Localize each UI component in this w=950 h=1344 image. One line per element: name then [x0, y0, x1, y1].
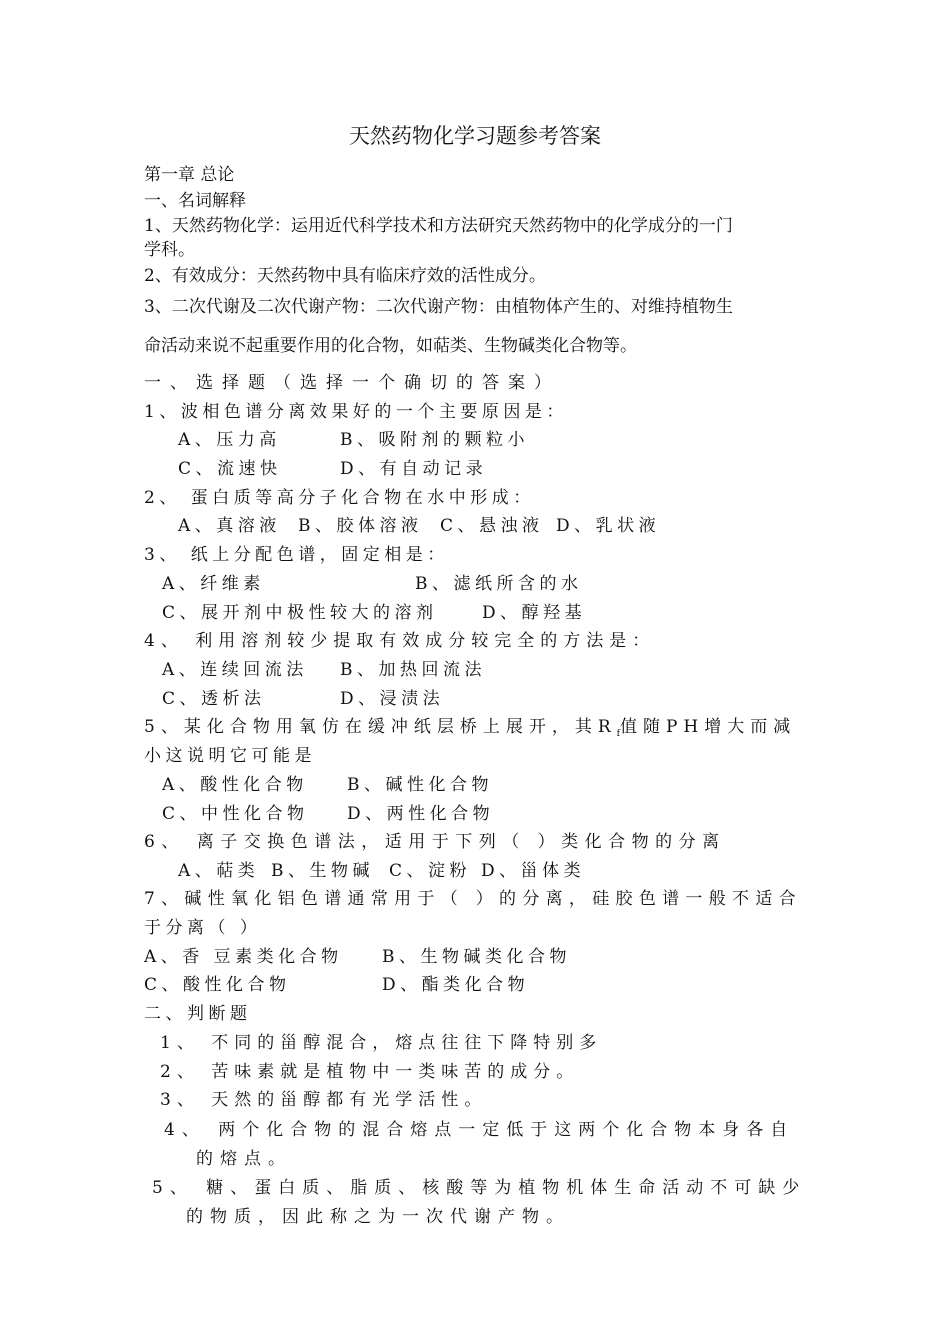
question-4: 4、 利用溶剂较少提取有效成分较完全的方法是：	[144, 631, 656, 651]
question-7: 7、碱性氧化铝色谱通常用于（ ）的分离，硅胶色谱一般不适合	[144, 889, 802, 909]
term-definition-3-cont: 命活动来说不起重要作用的化合物，如萜类、生物碱类化合物等。	[144, 336, 637, 356]
q2-option-b: B、胶体溶液	[298, 516, 423, 536]
section-heading-judgment: 二、判断题	[144, 1004, 252, 1024]
q7-option-b: B、生物碱类化合物	[382, 947, 571, 967]
document-title: 天然药物化学习题参考答案	[349, 124, 601, 148]
q6-option-d: D、甾体类	[481, 861, 586, 881]
q7-option-c: C、酸性化合物	[144, 975, 291, 995]
q1-option-b: B、吸附剂的颗粒小	[340, 430, 529, 450]
term-definition-1-cont: 学科。	[144, 240, 195, 260]
q1-option-a: A、压力高	[178, 430, 281, 450]
q1-option-d: D、有自动记录	[340, 459, 488, 479]
term-definition-2: 2、有效成分：天然药物中具有临床疗效的活性成分。	[144, 266, 546, 286]
q3-option-b: B、滤纸所含的水	[415, 574, 583, 594]
q4-option-a: A、连续回流法	[162, 660, 308, 680]
judgment-5: 5、 糖、蛋白质、脂质、核酸等为植物机体生命活动不可缺少	[152, 1178, 807, 1198]
q5-option-b: B、碱性化合物	[347, 775, 493, 795]
question-7-cont: 于分离（ ）	[144, 918, 262, 938]
q5-stem-part2: 值随PH增大而减	[619, 717, 797, 737]
q2-option-c: C、悬浊液	[440, 516, 544, 536]
q1-option-c: C、流速快	[178, 459, 282, 479]
section-heading-choice: 一、选择题（选择一个确切的答案）	[144, 373, 560, 393]
q3-option-c: C、展开剂中极性较大的溶剂	[162, 603, 438, 623]
q5-option-a: A、酸性化合物	[162, 775, 308, 795]
question-5	[144, 717, 796, 744]
question-2: 2、 蛋白质等高分子化合物在水中形成：	[144, 488, 535, 508]
judgment-2: 2、 苦味素就是植物中一类味苦的成分。	[160, 1062, 580, 1082]
question-3: 3、 纸上分配色谱，固定相是：	[144, 545, 449, 565]
q7-option-d: D、酯类化合物	[382, 975, 530, 995]
q6-option-b: B、生物碱	[271, 861, 374, 881]
q5-option-c: C、中性化合物	[162, 804, 309, 824]
q4-option-d: D、浸渍法	[340, 689, 445, 709]
q7-option-a: A、香 豆素类化合物	[144, 947, 343, 967]
q3-option-d: D、醇羟基	[482, 603, 587, 623]
q5-stem-part1: 5、某化合物用氧仿在缓冲纸层桥上展开，其	[144, 717, 598, 737]
chapter-heading: 第一章 总论	[144, 165, 235, 185]
section-heading-terms: 一、名词解释	[144, 191, 246, 211]
question-1: 1、波相色谱分离效果好的一个主要原因是：	[144, 402, 568, 422]
judgment-1: 1、 不同的甾醇混合，熔点往往下降特别多	[160, 1033, 603, 1053]
q4-option-b: B、加热回流法	[340, 660, 486, 680]
q2-option-d: D、乳状液	[556, 516, 661, 536]
q4-option-c: C、透析法	[162, 689, 266, 709]
q6-option-c: C、淀粉	[389, 861, 472, 881]
term-definition-1: 1、天然药物化学：运用近代科学技术和方法研究天然药物中的化学成分的一门	[144, 216, 733, 236]
q2-option-a: A、真溶液	[178, 516, 281, 536]
judgment-3: 3、 天然的甾醇都有光学活性。	[160, 1090, 488, 1110]
judgment-4: 4、 两个化合物的混合熔点一定低于这两个化合物本身各自	[164, 1120, 795, 1140]
judgment-5-cont: 的物质，因此称之为一次代谢产物。	[186, 1207, 570, 1227]
question-6: 6、 离子交换色谱法，适用于下列（ ）类化合物的分离	[144, 832, 726, 852]
question-5-cont: 小这说明它可能是	[144, 746, 316, 766]
q5-option-d: D、两性化合物	[347, 804, 495, 824]
q6-option-a: A、萜类	[178, 861, 260, 881]
rf-symbol: $R_f$	[597, 717, 620, 739]
q3-option-a: A、纤维素	[162, 574, 265, 594]
term-definition-3: 3、二次代谢及二次代谢产物：二次代谢产物：由植物体产生的、对维持植物生	[144, 297, 733, 317]
judgment-4-cont: 的熔点。	[196, 1149, 292, 1169]
